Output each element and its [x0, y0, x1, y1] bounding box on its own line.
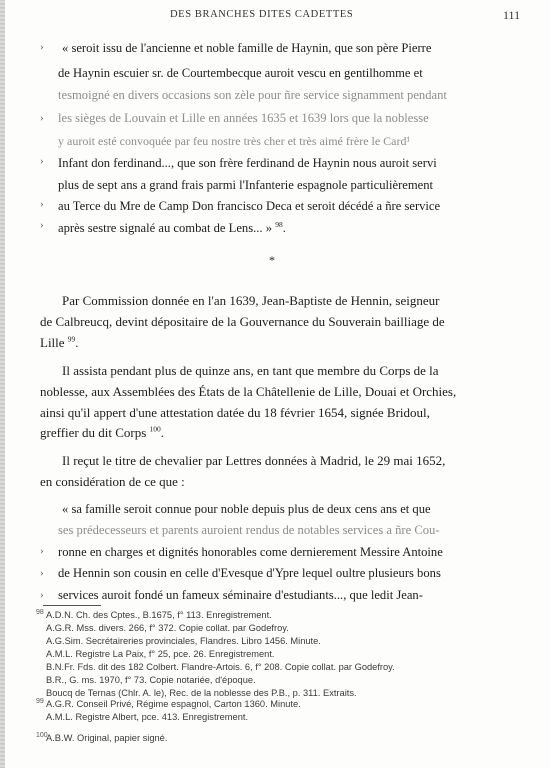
paragraph-line: Lille $^{99}$. — [40, 334, 79, 350]
running-head: DES BRANCHES DITES CADETTES — [170, 9, 354, 20]
quote-line: au Terce du Mre de Camp Don francisco Deca et seroit décédé a ñre service — [58, 199, 441, 213]
quote-line: ses prédecesseurs et parents auroient rendus de notables services a ñre Cou- — [58, 523, 440, 537]
paragraph-line: de Calbreucq, devint dépositaire de la Gouvernance du Souverain bailliage de — [40, 314, 445, 329]
quote-line: après sestre signalé au combat de Lens... » $^{98}$. — [58, 219, 286, 235]
footnote-line: A.D.N. Ch. des Cptes., B.1675, f° 113. Enregistrement. — [46, 610, 272, 620]
footnote-ref: 99 — [67, 334, 76, 344]
footnote-ref: 98 — [275, 219, 283, 229]
footnote-rule — [43, 605, 101, 606]
page-binding-edge — [0, 0, 5, 768]
footnote-number: 100 — [36, 732, 48, 739]
footnote-line: A.M.L. Registre La Paix, f° 25, pce. 26. Enregistrement. — [46, 649, 275, 659]
quote-marker: › — [40, 198, 44, 210]
paragraph-line: Par Commission donnée en l'an 1639, Jean-Baptiste de Hennin, seigneur — [62, 293, 440, 308]
footnote-line: Boucq de Ternas (Chlr. A. le), Rec. de la noblesse des P.B., p. 311. Extraits. — [46, 688, 357, 698]
quote-line: « seroit issu de l'ancienne et noble famille de Haynin, que son père Pierre — [62, 41, 432, 55]
quote-line: tesmoigné en divers occasions son zèle pour ñre service signamment pendant — [58, 88, 447, 102]
footnote-ref: 100 — [149, 424, 161, 434]
quote-line: y auroit esté convoquée par feu nostre très cher et très aimé frère le Card¹ — [58, 134, 411, 148]
paragraph-line: Il reçut le titre de chevalier par Lettres données à Madrid, le 29 mai 1652, — [62, 453, 446, 468]
quote-line: plus de sept ans a grand frais parmi l'Infanterie espagnole particulièrement — [58, 178, 434, 192]
quote-line: les sièges de Louvain et Lille en années 1635 et 1639 lors que la noblesse — [58, 111, 429, 125]
paragraph-line: ainsi qu'il appert d'une attestation datée du 18 février 1654, signée Bridoul, — [40, 405, 430, 420]
footnote-line: A.G.Sim. Secrétaireries provinciales, Flandres. Libro 1456. Minute. — [46, 636, 321, 646]
paragraph-line: noblesse, aux Assemblées des États de la Châtellenie de Lille, Douai et Orchies, — [40, 384, 457, 399]
footnote-line: A.M.L. Registre Albert, pce. 413. Enregistrement. — [46, 712, 249, 722]
quote-marker: › — [40, 545, 44, 557]
quote-marker: › — [40, 567, 44, 579]
quote-line: « sa famille seroit connue pour noble depuis plus de deux cens ans et que — [62, 502, 431, 516]
footnote-number: 99 — [36, 698, 44, 705]
footnote-line: B.R., G. ms. 1970, f° 73. Copie notariée, d'époque. — [46, 675, 256, 685]
paragraph-line: en considération de ce que : — [40, 474, 185, 489]
quote-line: Infant don ferdinand..., que son frère ferdinand de Haynin nous auroit servi — [58, 156, 437, 170]
footnote-line: A.B.W. Original, papier signé. — [46, 733, 168, 743]
quote-marker: › — [40, 219, 44, 231]
quote-marker: › — [40, 41, 44, 53]
quote-marker: › — [40, 155, 44, 167]
quote-line: de Haynin escuier sr. de Courtembecque auroit vescu en gentilhomme et — [58, 66, 423, 80]
quote-marker: › — [40, 589, 44, 601]
footnote-line: A.G.R. Mss. divers. 266, f° 372. Copie collat. par Godefroy. — [46, 623, 289, 633]
paragraph-line: Il assista pendant plus de quinze ans, en tant que membre du Corps de la — [62, 363, 439, 378]
quote-line: services auroit fondé un fameux séminaire d'estudiants..., que ledit Jean- — [58, 588, 423, 602]
quote-line: de Hennin son cousin en celle d'Evesque d'Ypre lequel oultre plusieurs bons — [58, 566, 441, 580]
section-separator: * — [269, 253, 275, 267]
footnote-number: 98 — [36, 609, 44, 616]
page-number: 111 — [503, 8, 521, 22]
footnote-line: B.N.Fr. Fds. dit des 182 Colbert. Flandre-Artois. 6, f° 208. Copie collat. par Godefroy. — [46, 662, 395, 672]
quote-marker: › — [40, 112, 44, 124]
footnote-line: A.G.R. Conseil Privé, Régime espagnol, Carton 1360. Minute. — [46, 699, 301, 709]
paragraph-line: greffier du dit Corps $^{100}$. — [40, 424, 165, 440]
quote-line: ronne en charges et dignités honorables come dernierement Messire Antoine — [58, 545, 443, 559]
